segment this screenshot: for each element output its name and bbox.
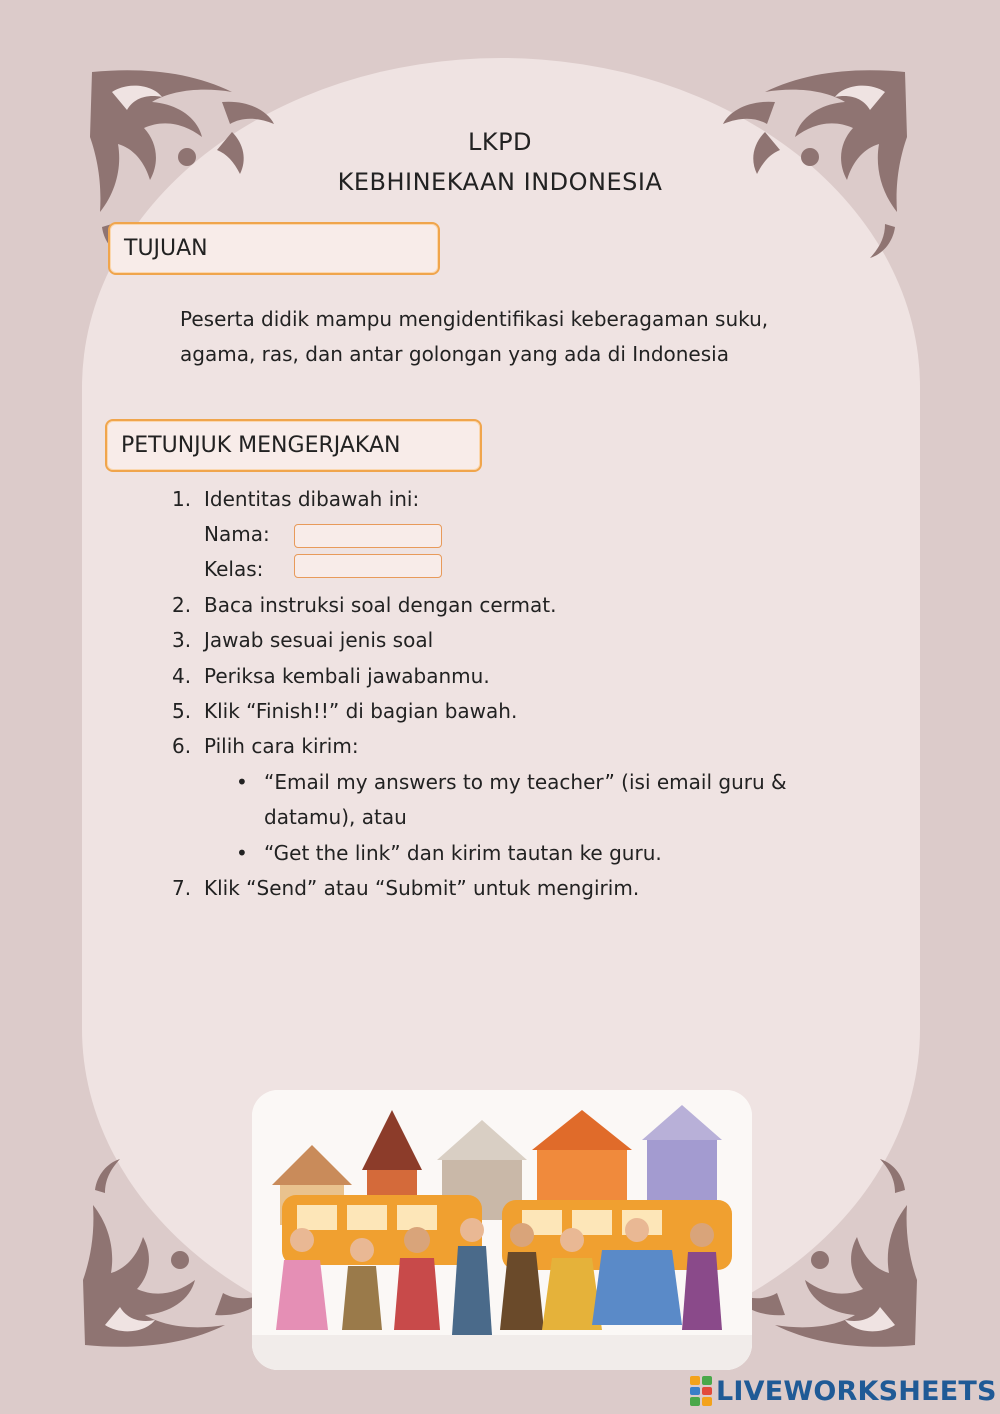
page-subtitle: KEBHINEKAAN INDONESIA bbox=[337, 168, 663, 196]
watermark-text: LIVEWORKSHEETS bbox=[716, 1375, 997, 1407]
page-title: LKPD bbox=[467, 128, 533, 156]
kelas-row bbox=[172, 552, 572, 587]
list-item-number: 1. bbox=[172, 487, 192, 511]
list-item-number: 7. bbox=[172, 876, 192, 900]
nama-label: Nama: bbox=[204, 522, 270, 546]
list-item-text: Jawab sesuai jenis soal bbox=[204, 628, 434, 652]
corner-ornament-bottom-left bbox=[75, 1155, 275, 1355]
list-item-text: Klik “Send” atau “Submit” untuk mengirim. bbox=[204, 876, 640, 900]
kelas-label: Kelas: bbox=[204, 557, 264, 581]
liveworksheets-logo-icon bbox=[690, 1376, 712, 1406]
bullet-icon: • bbox=[236, 841, 248, 865]
list-item-number: 5. bbox=[172, 699, 192, 723]
send-option-text: datamu), atau bbox=[264, 805, 407, 829]
petunjuk-heading-box bbox=[105, 419, 482, 472]
tujuan-heading: TUJUAN bbox=[124, 236, 208, 261]
nama-input[interactable] bbox=[294, 524, 442, 548]
send-option-text: “Get the link” dan kirim tautan ke guru. bbox=[264, 841, 662, 865]
list-item-number: 3. bbox=[172, 628, 192, 652]
corner-ornament-bottom-right bbox=[725, 1155, 925, 1355]
diversity-illustration-icon bbox=[252, 1090, 752, 1370]
cultural-diversity-illustration bbox=[252, 1090, 752, 1370]
ornament-icon bbox=[75, 1155, 275, 1355]
corner-ornament-top-right bbox=[715, 62, 915, 262]
kelas-input[interactable] bbox=[294, 554, 442, 578]
nama-row bbox=[172, 517, 572, 552]
tujuan-heading-box bbox=[108, 222, 440, 275]
ornament-icon bbox=[725, 1155, 925, 1355]
send-option-text: “Email my answers to my teacher” (isi email guru & bbox=[264, 770, 787, 794]
liveworksheets-watermark bbox=[690, 1373, 997, 1409]
petunjuk-heading: PETUNJUK MENGERJAKAN bbox=[121, 433, 401, 458]
list-item-text: Pilih cara kirim: bbox=[204, 734, 359, 758]
list-item-number: 6. bbox=[172, 734, 192, 758]
list-item-text: Klik “Finish!!” di bagian bawah. bbox=[204, 699, 518, 723]
list-item-text: Periksa kembali jawabanmu. bbox=[204, 664, 490, 688]
ornament-icon bbox=[715, 62, 915, 262]
list-item-number: 2. bbox=[172, 593, 192, 617]
bullet-icon: • bbox=[236, 770, 248, 794]
tujuan-text: Peserta didik mampu mengidentifikasi keberagaman suku, agama, ras, dan antar golongan yang ada di Indonesia bbox=[180, 307, 769, 366]
list-item-text: Baca instruksi soal dengan cermat. bbox=[204, 593, 557, 617]
list-item-text: Identitas dibawah ini: bbox=[204, 487, 420, 511]
list-item-number: 4. bbox=[172, 664, 192, 688]
